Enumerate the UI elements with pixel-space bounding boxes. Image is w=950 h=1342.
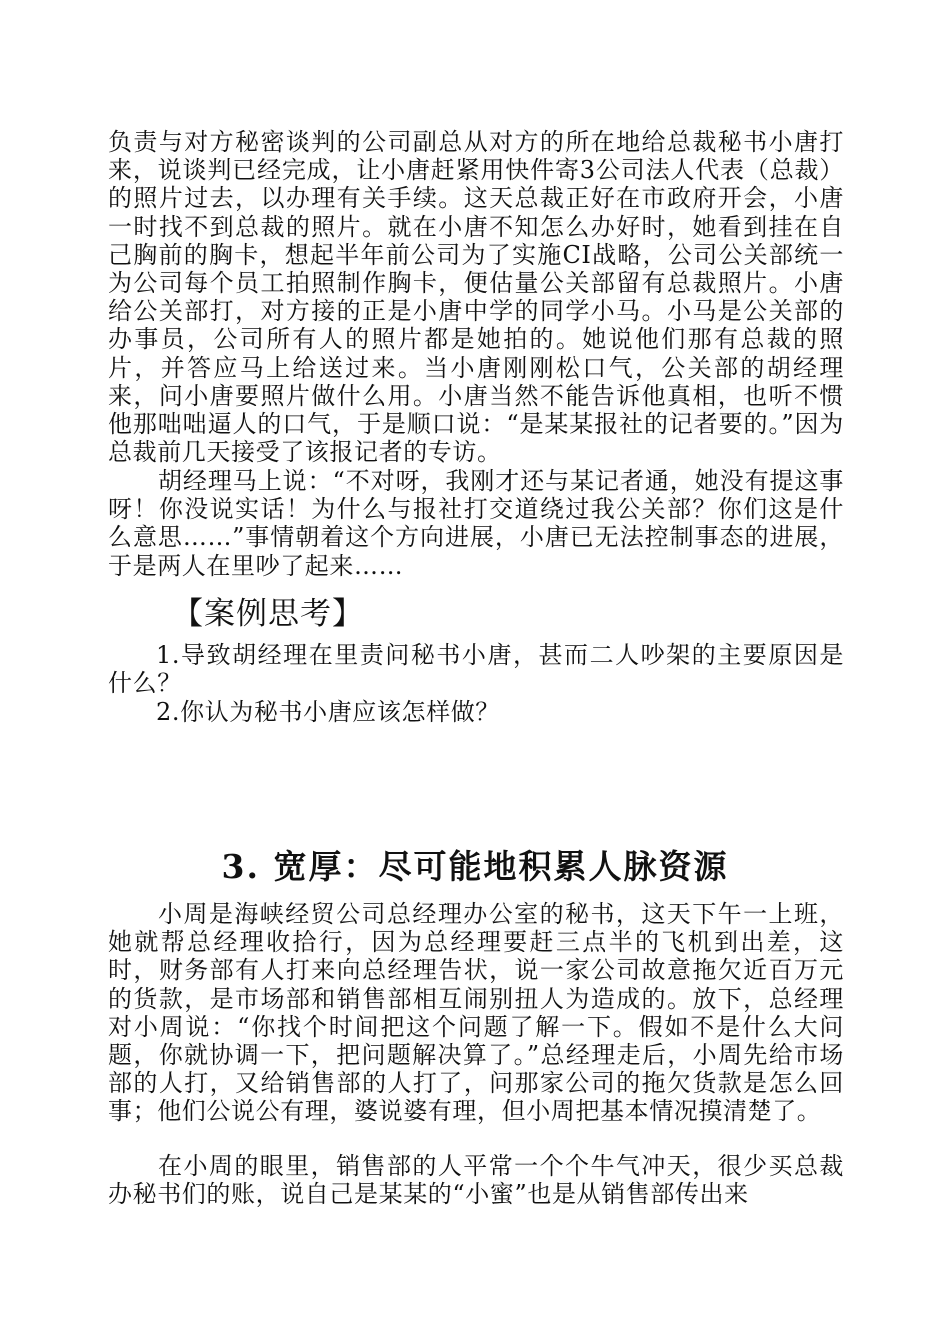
body-paragraph-3: 小周是海峡经贸公司总经理办公室的秘书，这天下午一上班，她就帮总经理收拾行，因为总经理要赶三点半的飞机到出差，这时，财务部有人打来向总经理告状，说一家公司故意拖欠近百万元的货款，是市场部和销售部相互闹别扭人为造成的。放下，总经理对小周说：“你找个时间把这个问题了解一下。假如不是什么大问题，你就协调一下，把问题解决算了。”总经理走后，小周先给市场部的人打，又给销售部的人打了，问那家公司的拖欠货款是怎么回事；他们公说公有理，婆说婆有理，但小周把基本情况摸清楚了。 [108,900,844,1126]
body-paragraph-1: 负责与对方秘密谈判的公司副总从对方的所在地给总裁秘书小唐打来，说谈判已经完成，让小唐赶紧用快件寄3公司法人代表（总裁）的照片过去，以办理有关手续。这天总裁正好在市政府开会，小唐一时找不到总裁的照片。就在小唐不知怎么办好时，她看到挂在自己胸前的胸卡，想起半年前公司为了实施CI战略，公司公关部统一为公司每个员工拍照制作胸卡，便估量公关部留有总裁照片。小唐给公关部打，对方接的正是小唐中学的同学小马。小马是公关部的办事员，公司所有人的照片都是她拍的。她说他们那有总裁的照片，并答应马上给送过来。当小唐刚刚松口气，公关部的胡经理来，问小唐要照片做什么用。小唐当然不能告诉他真相，也听不惯他那咄咄逼人的口气，于是顺口说：“是某某报社的记者要的。”因为总裁前几天接受了该报记者的专访。 [108,128,844,467]
question-2-text: 2.你认为秘书小唐应该怎样做？ [156,698,500,726]
body-paragraph-2: 胡经理马上说：“不对呀，我刚才还与某记者通，她没有提这事呀！你没说实话！为什么与报社打交道绕过我公关部？你们这是什么意思……”事情朝着这个方向进展，小唐已无法控制事态的进展，于是两人在里吵了起来…… [108,467,844,580]
question-1 [108,641,844,697]
section-title: 3. 宽厚：尽可能地积累人脉资源 [221,847,729,887]
question-2 [108,698,844,726]
question-1-text: 1.导致胡经理在里责问秘书小唐，甚而二人吵架的主要原因是什么？ [108,641,844,698]
body-paragraph-4: 在小周的眼里，销售部的人平常一个个牛气冲天，很少买总裁办秘书们的账，说自己是某某的“小蜜”也是从销售部传出来 [108,1152,844,1209]
case-study-heading: 【案例思考】 [172,596,364,632]
